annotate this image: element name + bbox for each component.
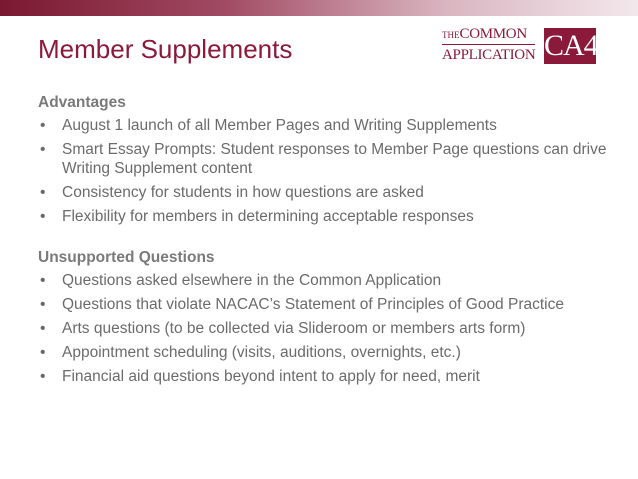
list-item — [38, 183, 618, 202]
slide-content — [38, 93, 618, 391]
bullet-list — [38, 116, 618, 226]
list-item-text: Questions asked elsewhere in the Common Application — [62, 272, 442, 289]
common-app-logo — [440, 24, 600, 70]
list-item-text: Arts questions (to be collected via Slideroom or members arts form) — [62, 320, 526, 337]
bullet-icon: • — [40, 320, 46, 337]
list-item — [38, 343, 618, 362]
section-heading: Advantages — [38, 94, 126, 111]
logo-the: THE — [442, 30, 460, 40]
bullet-list — [38, 271, 618, 386]
bullet-icon: • — [40, 141, 46, 158]
list-item — [38, 295, 618, 314]
list-item — [38, 116, 618, 135]
logo-line-1 — [442, 26, 527, 43]
list-item-text: Flexibility for members in determining acceptable responses — [62, 208, 474, 225]
logo-badge: CA4 — [544, 29, 598, 62]
bullet-icon: • — [40, 272, 46, 289]
list-item — [38, 140, 618, 178]
list-item-text: August 1 launch of all Member Pages and Writing Supplements — [62, 117, 497, 134]
list-item — [38, 319, 618, 338]
section-heading: Unsupported Questions — [38, 249, 215, 266]
list-item — [38, 271, 618, 290]
bullet-icon: • — [40, 184, 46, 201]
list-item-text: Questions that violate NACAC’s Statement of Principles of Good Practice — [62, 296, 564, 313]
bullet-icon: • — [40, 344, 46, 361]
section-advantages — [38, 93, 618, 226]
slide-title: Member Supplements — [38, 34, 293, 64]
bullet-icon: • — [40, 117, 46, 134]
logo-line-2: APPLICATION — [442, 44, 535, 63]
list-item-text: Consistency for students in how questions are asked — [62, 184, 424, 201]
list-item — [38, 367, 618, 386]
bullet-icon: • — [40, 296, 46, 313]
list-item-text: Smart Essay Prompts: Student responses to Member Page questions can drive Writing Supplement content — [62, 141, 607, 177]
section-unsupported-questions — [38, 248, 618, 386]
list-item-text: Appointment scheduling (visits, auditions, overnights, etc.) — [62, 344, 461, 361]
logo-wordmark — [440, 24, 544, 70]
list-item-text: Financial aid questions beyond intent to apply for need, merit — [62, 368, 480, 385]
logo-common: COMMON — [459, 26, 527, 42]
bullet-icon: • — [40, 368, 46, 385]
bullet-icon: • — [40, 208, 46, 225]
list-item — [38, 207, 618, 226]
top-banner-bar — [0, 0, 638, 16]
